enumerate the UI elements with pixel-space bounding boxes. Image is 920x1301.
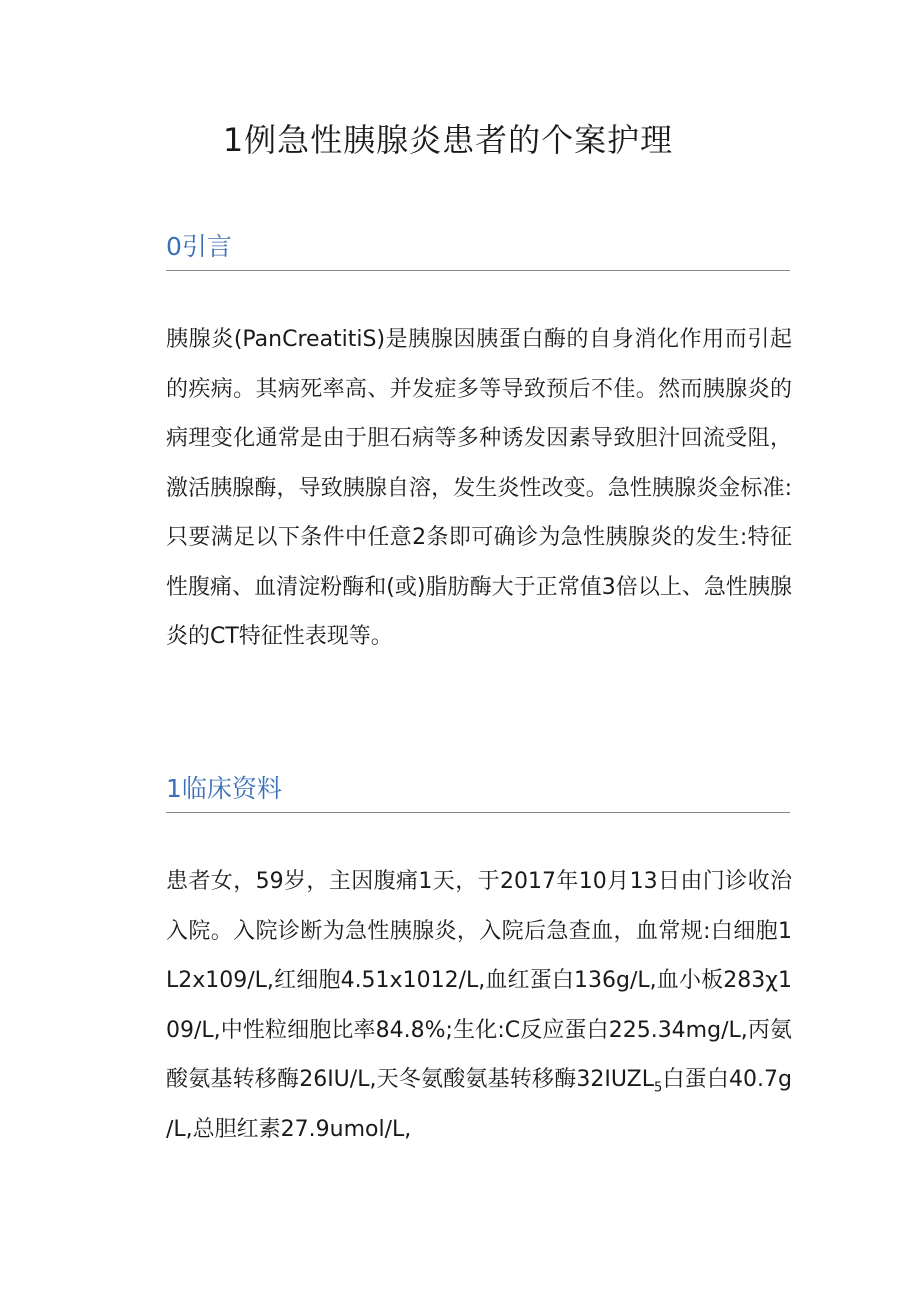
introduction-paragraph: 胰腺炎(PanCreatitiS)是胰腺因胰蛋白酶的自身消化作用而引起的疾病。其病死率高、并发症多等导致预后不佳。然而胰腺炎的病理变化通常是由于胆石病等多种诱发因素导致胆汁回流受阻，激活胰腺酶，导致胰腺自溶，发生炎性改变。急性胰腺炎金标准:只要满足以下条件中任意2条即可确诊为急性胰腺炎的发生:特征性腹痛、血清淀粉酶和(或)脂肪酶大于正常值3倍以上、急性胰腺炎的CT特征性表现等。 [166, 327, 792, 649]
document-title: 1例急性胰腺炎患者的个案护理 [222, 121, 674, 159]
clinical-text-subscript: 5 [653, 1080, 663, 1096]
section-heading-introduction: 0引言 [166, 230, 790, 271]
clinical-text-part-2: 白蛋白40.7g∕L,总胆红素27.9umol∕L, [166, 1067, 792, 1142]
section-heading-clinical-data: 1临床资料 [166, 772, 790, 813]
clinical-text-part-1: 患者女，59岁，主因腹痛1天，于2017年10月13日由门诊收治入院。入院诊断为急性胰腺炎，入院后急查血，血常规:白细胞1L2x109∕L,红细胞4.51x1012/L,血红蛋白136g∕L,血小板283χ109∕L,中性粒细胞比率84.8%;生化:C反应蛋白225.34mg∕L,丙氨酸氨基转移酶26IU/L,天冬氨酸氨基转移酶32IUZL [166, 869, 792, 1092]
clinical-data-paragraph [166, 857, 792, 1154]
